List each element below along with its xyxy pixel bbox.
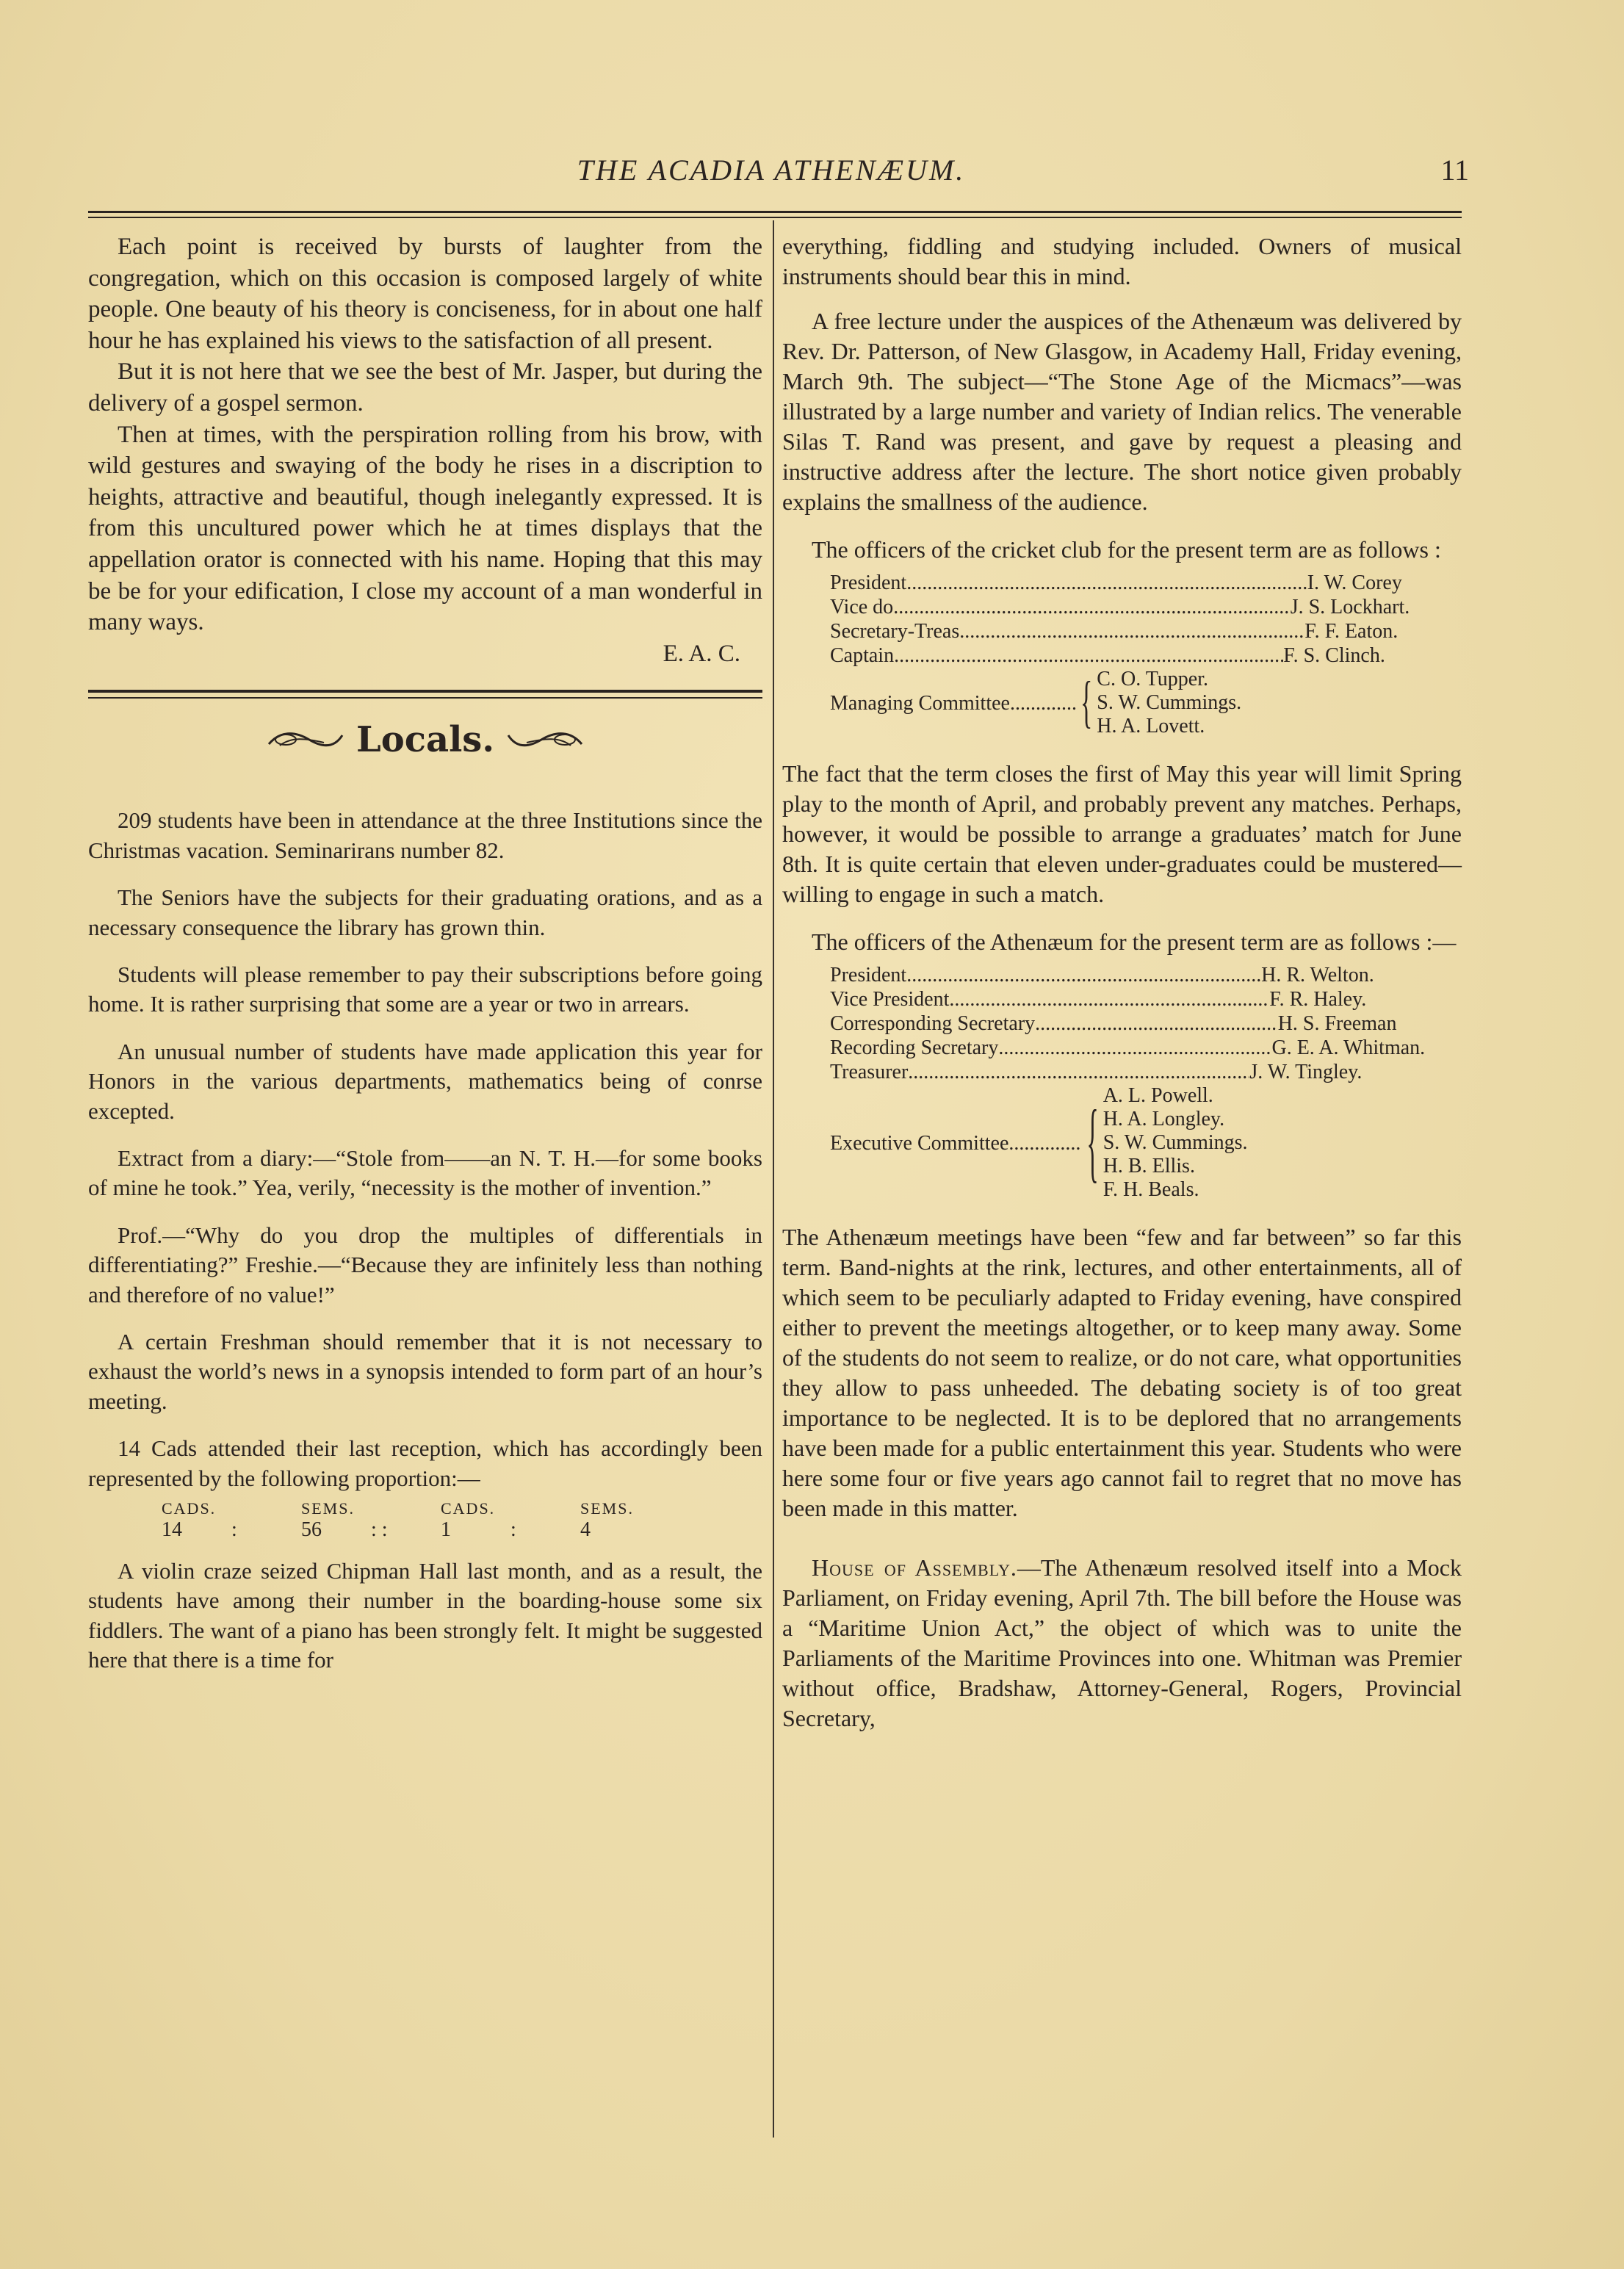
local-item: Extract from a diary:—“Stole from——an N. T. H.—for some books of mine he took.” Yea, verily, “necessity is the mother of invention.” — [88, 1144, 762, 1201]
article-paragraph: The Athenæum meetings have been “few and far between” so far this term. Band-nights at the rink, lectures, and other entertainments, all of which seem to be peculiarly adapted to Friday evening, have conspired either to prevent the meetings altogether, or to keep many away. Some of the students do not seem to realize, or do not care, what opportunities they allow to pass unheeded. The debating society is of too great importance to be neglected. It is to be deplored that no arrangements have been made for a public entertainment this year. Students who were here some four or five years ago cannot fail to regret that no move has been made in this matter. — [782, 1224, 1462, 1521]
right-column — [782, 231, 1462, 1734]
article-paragraph: The fact that the term closes the first of May this year will limit Spring play to the month of April, and probably prevent any matches. Perhaps, however, it would be possible to arrange a graduates’ match for June 8th. It is quite certain that eleven under-graduates could be mustered—willing to engage in such a match. — [782, 760, 1462, 907]
section-divider — [88, 690, 762, 699]
section-lead: House of Assembly. — [812, 1554, 1017, 1581]
officer-row: Treasurer ..... J. W. Tingley. — [830, 1060, 1462, 1084]
article-paragraph: Each point is received by bursts of laughter from the congregation, which on this occasion is composed largely of white people. One beauty of his theory is conciseness, for in about one half hour he has explained his views to the satisfaction of all present. — [88, 234, 762, 354]
article-paragraph: A free lecture under the auspices of the Athenæum was delivered by Rev. Dr. Patterson, of New Glasgow, in Academy Hall, Friday evening, March 9th. The subject—“The Stone Age of the Micmacs”—was illustrated by a large number and variety of Indian relics. The venerable Silas T. Rand was present, and gave by request a pleasing and instructive address after the lecture. The short notice given probably explains the smallness of the audience. — [782, 308, 1462, 515]
left-column — [88, 231, 762, 1693]
committee-row: Managing Committee ..... { C. O. Tupper. S. W. Cummings. H. A. Lovett. — [830, 668, 1462, 738]
ratio-table — [162, 1499, 762, 1542]
ratio-sep: : — [510, 1518, 516, 1542]
column-divider — [773, 220, 774, 2138]
ratio-value: 56 — [301, 1518, 322, 1542]
ratio-value: 1 — [441, 1518, 451, 1542]
local-item: An unusual number of students have made application this year for Honors in the various departments, mathematics being of conrse excepted. — [88, 1038, 762, 1124]
ratio-label: CADS. — [162, 1499, 217, 1518]
local-item: 209 students have been in attendance at the three Institutions since the Christmas vacation. Seminarirans number 82. — [88, 807, 762, 863]
header-rule-top — [88, 211, 1462, 213]
officer-row: Vice President ..... F. R. Haley. — [830, 987, 1462, 1011]
author-signature: E. A. C. — [663, 640, 740, 667]
ratio-value: 4 — [580, 1518, 591, 1542]
article-paragraph: The officers of the cricket club for the present term are as follows : — [812, 536, 1441, 563]
article-paragraph: Then at times, with the perspiration rolling from his brow, with wild gestures and swaying of the body he rises in a discription to heights, attractive and beautiful, though inelegantly expressed. It is from this uncultured power which he at times displays that the appellation orator is connected with his name. Hoping that this may be be for your edification, I close my account of a man wonderful in many ways. — [88, 421, 762, 636]
article-paragraph: everything, fiddling and studying included. Owners of musical instruments should bear this in mind. — [782, 233, 1462, 289]
local-item: A violin craze seized Chipman Hall last month, and as a result, the students have among their number in the boarding-house some six fiddlers. The want of a piano has been strongly felt. It might be suggested here that there is a time for — [88, 1558, 762, 1673]
header-rule-bottom — [88, 217, 1462, 218]
local-item: 14 Cads attended their last reception, which has accordingly been represented by the following proportion:— — [88, 1435, 762, 1491]
ratio-sep: : — [231, 1518, 237, 1542]
ratio-label: SEMS. — [301, 1499, 355, 1518]
page-number: 11 — [1440, 154, 1469, 187]
officer-row: Vice do ..... J. S. Lockhart. — [830, 595, 1462, 619]
cricket-officers-list — [830, 571, 1462, 738]
local-item: A certain Freshman should remember that it is not necessary to exhaust the world’s news in a synopsis intended to form part of an hour’s meeting. — [88, 1329, 762, 1414]
page-header — [88, 153, 1484, 197]
ratio-sep: : : — [371, 1518, 388, 1542]
brace-icon: { — [1080, 671, 1093, 735]
ratio-label: CADS. — [441, 1499, 496, 1518]
officer-row: President ..... I. W. Corey — [830, 571, 1462, 595]
article-paragraph: House of Assembly.—The Athenæum resolved itself into a Mock Parliament, on Friday evening, April 7th. The bill before the House was a “Maritime Union Act,” the object of which was to unite the Parliaments of the Maritime Provinces into one. Whitman was Premier without office, Bradshaw, Attorney-General, Rogers, Provincial Secretary, — [782, 1554, 1462, 1731]
ratio-label: SEMS. — [580, 1499, 634, 1518]
running-title: THE ACADIA ATHENÆUM. — [577, 154, 966, 187]
officer-row: President ..... H. R. Welton. — [830, 963, 1462, 987]
athenaeum-officers-list — [830, 963, 1462, 1202]
committee-row: Executive Committee ..... { A. L. Powell. H. A. Longley. S. W. Cummings. H. B. Ellis. F. H. Beals. — [830, 1084, 1462, 1202]
section-title: Locals. — [356, 719, 495, 761]
local-item: Students will please remember to pay their subscriptions before going home. It is rather surprising that some are a year or two in arrears. — [88, 961, 762, 1017]
article-paragraph: The officers of the Athenæum for the present term are as follows :— — [812, 928, 1457, 955]
officer-row: Recording Secretary ..... G. E. A. Whitman. — [830, 1036, 1462, 1060]
brace-icon: { — [1086, 1094, 1099, 1192]
officer-row: Captain ..... F. S. Clinch. — [830, 643, 1462, 668]
signature-line — [88, 638, 762, 670]
officer-row: Corresponding Secretary ..... H. S. Freeman — [830, 1011, 1462, 1036]
article-paragraph: But it is not here that we see the best of Mr. Jasper, but during the delivery of a gospel sermon. — [88, 358, 762, 416]
local-item: The Seniors have the subjects for their graduating orations, and as a necessary consequence the library has grown thin. — [88, 884, 762, 940]
left-flourish-icon — [265, 725, 346, 754]
ratio-value: 14 — [162, 1518, 182, 1542]
right-flourish-icon — [505, 725, 585, 754]
officer-row: Secretary-Treas ..... F. F. Eaton. — [830, 619, 1462, 643]
local-item: Prof.—“Why do you drop the multiples of differentials in differentiating?” Freshie.—“Because they are infinitely less than nothing and therefore of no value!” — [88, 1222, 762, 1307]
locals-heading — [88, 716, 762, 763]
